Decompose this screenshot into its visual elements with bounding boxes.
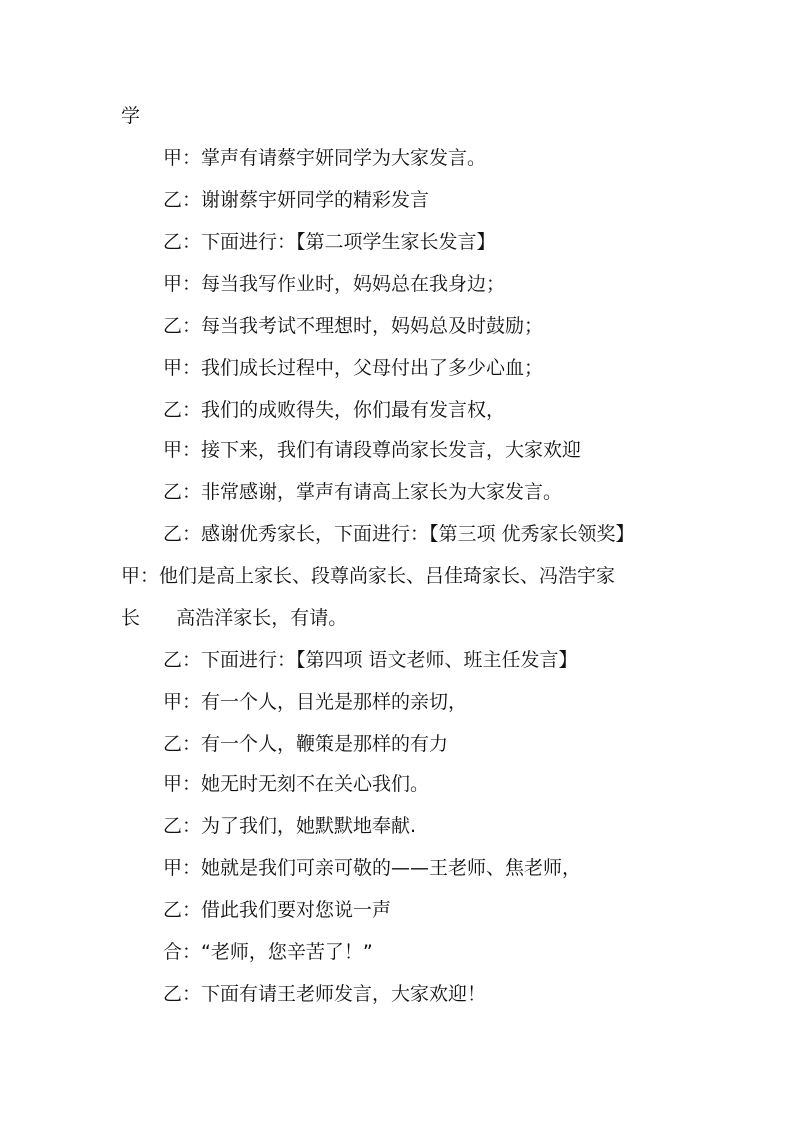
text-line: 甲：我们成长过程中，父母付出了多少心血； <box>163 357 544 379</box>
text-line: 甲：她就是我们可亲可敬的——王老师、焦老师， <box>163 857 582 879</box>
text-line: 乙：下面进行：【第二项学生家长发言】 <box>163 231 496 253</box>
text-line: 乙：为了我们，她默默地奉献. <box>163 815 417 837</box>
text-line: 合：“老师，您辛苦了！” <box>163 941 373 963</box>
text-line: 学 <box>121 105 141 127</box>
text-line: 甲：每当我写作业时，妈妈总在我身边； <box>163 273 506 295</box>
text-line: 乙：下面进行：【第四项 语文老师、班主任发言】 <box>163 649 578 671</box>
text-line: 乙：非常感谢，掌声有请高上家长为大家发言。 <box>163 481 563 503</box>
text-line: 长 高浩洋家长，有请。 <box>121 607 348 629</box>
text-line: 乙：感谢优秀家长，下面进行：【第三项 优秀家长领奖】 <box>163 523 635 545</box>
text-line: 乙：借此我们要对您说一声 <box>163 899 392 921</box>
text-line: 乙：下面有请王老师发言，大家欢迎！ <box>163 983 487 1005</box>
text-line: 甲：接下来，我们有请段尊尚家长发言，大家欢迎 <box>163 439 582 461</box>
text-line: 甲：有一个人，目光是那样的亲切， <box>163 691 468 713</box>
text-line: 乙：有一个人，鞭策是那样的有力 <box>163 733 449 755</box>
text-line: 甲：她无时无刻不在关心我们。 <box>163 773 430 795</box>
text-line: 甲：他们是高上家长、段尊尚家长、吕佳琦家长、冯浩宇家 <box>121 565 616 587</box>
text-line: 乙：我们的成败得失，你们最有发言权， <box>163 399 506 421</box>
text-line: 甲：掌声有请蔡宇妍同学为大家发言。 <box>163 147 487 169</box>
text-line: 乙：每当我考试不理想时，妈妈总及时鼓励； <box>163 315 544 337</box>
text-line: 乙：谢谢蔡宇妍同学的精彩发言 <box>163 189 430 211</box>
